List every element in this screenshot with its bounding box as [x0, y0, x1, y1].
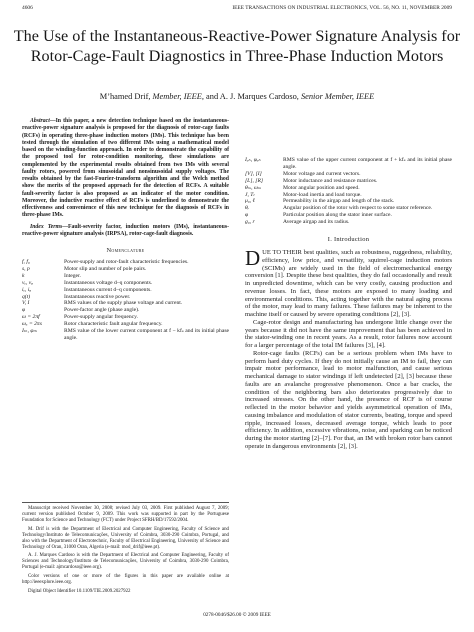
footnote-author-1: M. Drif is with the Department of Electrical and Computer Engineering, Faculty of Science and Technology/Instituto de Telecomunicações, University of Coimbra, 3030-290 Coimbra, Portugal, and also with the Department of Electrotechnic, Faculty of Electrical Engineering, University of Science and Technology of Oran, 31000 Oran, Algeria (e-mail: mod_drif@ieee.pt). — [22, 526, 229, 550]
intro-lead-words: UE TO THEIR — [262, 249, 302, 257]
index-terms — [22, 224, 229, 239]
intro-paragraph-2: Cage-rotor design and manufacturing has undergone little change over the years because it did not have the same improvement that has been achieved in the stator-winding one in recent years. As a result, rotor failures now account for a larger percentage of the total IM failures [3], [4]. — [245, 318, 452, 350]
nomenclature-table-continued — [245, 157, 452, 226]
nomenclature-row — [22, 328, 229, 342]
journal-name: IEEE TRANSACTIONS ON INDUSTRIAL ELECTRONICS, VOL. 56, NO. 11, NOVEMBER 2009 — [232, 5, 452, 11]
nom-symbol: ω = 2πf — [22, 314, 40, 321]
nom-description: Motor-load inertia and load torque. — [283, 191, 362, 198]
footnote-doi: Digital Object Identifier 10.1109/TIE.2009.2027922 — [28, 588, 131, 594]
left-column — [22, 118, 229, 342]
abstract-text: —In this paper, a new detection technique based on the instantaneous-reactive-power signature analysis is proposed for the diagnosis of rotor-cage faults (RCFs) in operating three-phase induction motors (IMs). This technique has been tested through the simulation of two different IMs using a mathematical model based on the winding-function approach. In order to demonstrate the capability of the proposed tool for rotor-condition monitoring, these simulations are complemented by the experimental results obtained from two IMs with several faulty rotors, powered from sinusoidal and nonsinusoidal supply voltages. The results obtained by the fast-Fourier-transform algorithm and the Welch method show the merits of the proposed approach for the detection of RCFs. A suitable fault-severity factor is also proposed as an indicator of the motor condition. Moreover, the inductive reactive effect of RCFs is underlined to demonstrate the effectiveness and convenience of this new technique for the diagnosis of RCFs in three-phase IMs. — [22, 118, 229, 219]
author-joiner: and — [206, 92, 219, 101]
nom-description: Motor voltage and current vectors. — [283, 170, 361, 177]
nom-symbol: q(t) — [22, 293, 31, 300]
author-1-name: M’hamed Drif, — [99, 92, 151, 101]
nom-symbol: μ₀, ℓ — [245, 198, 255, 205]
nom-symbol: f, f₀ — [22, 259, 30, 265]
author-2-role: Senior Member, IEEE — [300, 92, 375, 101]
nom-description: Instantaneous current d–q components. — [64, 286, 152, 293]
running-header — [22, 5, 452, 13]
nomenclature-row — [245, 178, 452, 185]
nom-symbol: vₑ, vᵩ — [22, 279, 33, 286]
intro-paragraph-3: Rotor-cage faults (RCFs) can be a serious problem when IMs have to perform hard duty cycles. If they do not initially cause an IM to fail, they can impair motor performance, lead to motor malfunction, and cause serious mechanical damage to stator windings if left undetected [2], [3] because these faults are an avalanche progressive phenomenon. Once a bar cracks, the condition of the neighboring bars also deteriorates progressively due to increased stresses. On the other hand, the presence of RCF is of course reflected in the motor behavior and yields asymmetrical operation of IMs, causing imbalance and modulation of stator currents, beating, torque and speed ripple, increased losses, decreased average torque, which leads to poor efficiency. In addition, excessive vibrations, noise, and sparking can be noticed during the motor starting [2]–[7]. For that, an IM with broken rotor bars cannot operate in dangerous environments [2], [3]. — [245, 349, 452, 450]
nomenclature-heading: Nomenclature — [106, 247, 145, 254]
nom-description: Permeability in the airgap and length of the stack. — [283, 198, 395, 205]
nomenclature-row — [22, 273, 229, 280]
copyright-footer: 0278-0046/$26.00 © 2009 IEEE — [203, 612, 271, 618]
author-1-role: Member, IEEE, — [152, 92, 204, 101]
nom-symbol: [V], [I] — [245, 170, 262, 177]
page-number: 4606 — [22, 5, 33, 11]
nom-description: RMS value of the upper current component at f + kfₛ and its initial phase angle. — [283, 157, 452, 170]
nom-description: RMS value of the lower current component at f − kfₛ and its initial phase angle. — [64, 328, 229, 341]
abstract — [22, 118, 229, 220]
nom-description: Motor inductance and resistance matrices. — [283, 177, 378, 184]
index-terms-label: Index Terms — [30, 223, 63, 230]
first-page-footnote — [22, 502, 229, 597]
paper-title: The Use of the Instantaneous-Reactive-Power Signature Analysis for Rotor-Cage-Fault Diagnostics in Three-Phase Induction Motors — [13, 27, 461, 65]
drop-cap: D — [245, 246, 261, 271]
nom-symbol: ωₓ = 2πs — [22, 321, 42, 328]
nom-description: Power-supply angular frequency. — [64, 314, 138, 321]
nom-description: Average airgap and its radius. — [283, 219, 350, 226]
nom-symbol: g₀, r — [245, 219, 255, 226]
nomenclature-row — [245, 185, 452, 192]
nom-description: Instantaneous reactive power. — [64, 293, 131, 300]
nom-description: Particular position along the stator inner surface. — [283, 212, 392, 219]
nom-description: Integer. — [64, 272, 81, 279]
nomenclature-row — [22, 280, 229, 287]
nom-symbol: θᵣ — [245, 205, 250, 212]
nom-description: Angular position of the rotor with respect to some stator reference. — [283, 205, 433, 212]
footnote-received: Manuscript received November 30, 2008; revised July 03, 2009. First published August 7, 2009; current version published October 9, 2009. This work was supported in part by the Portuguese Foundation for Science and Technology (FCT) under Project SFRH/BD/17592/2004. — [22, 506, 229, 524]
nomenclature-row — [245, 171, 452, 178]
nom-description: Power-supply and rotor-fault characteristic frequencies. — [64, 259, 189, 265]
nomenclature-continued — [245, 157, 452, 226]
nomenclature-table — [22, 259, 229, 342]
nom-symbol: [L], [R] — [245, 177, 264, 184]
abstract-label: Abstract — [30, 118, 50, 124]
introduction-heading: I. Introduction — [327, 236, 370, 244]
nom-description: Motor slip and number of pole pairs. — [64, 265, 147, 272]
author-2-name: A. J. Marques Cardoso, — [219, 92, 299, 101]
intro-paragraph-1-text: best qualities, such as robustness, ruggedness, reliability, efficiency, low price, and versatility, squirrel-cage induction motors (SCIMs) are widely used in the field of electromechanical energy conversion [1]. Despite these best qualities, they do fail occasionally and result in unpredicted downtime, which can be very costly, causing production and revenue losses. In fact, these motors are exposed to many loading and environmental conditions. This, acting together with the natural aging process of the motor, may lead to many failures. These failures may be inherent to the machine itself or caused by severe operating conditions [2], [3]. — [245, 249, 452, 319]
nomenclature-row — [22, 287, 229, 294]
index-terms-text: —Fault-severity factor, induction motors (IMs), instantaneous-reactive-power signature analysis (IRPSA), rotor-cage-fault diagnosis. — [22, 223, 229, 237]
author-line — [10, 92, 464, 101]
nomenclature-row — [245, 219, 452, 226]
nom-symbol: φ — [245, 212, 249, 219]
nom-description: Rotor characteristic fault angular frequency. — [64, 321, 163, 328]
nom-description: Motor angular position and speed. — [283, 184, 360, 191]
nom-symbol: V, I — [22, 300, 30, 307]
nomenclature-row — [22, 266, 229, 273]
nom-symbol: k — [22, 272, 25, 279]
nom-description: RMS values of the supply phase voltage and current. — [64, 300, 183, 307]
nom-symbol: s, p — [22, 265, 30, 272]
nom-symbol: Iₗₕ, φₗₕ — [22, 328, 38, 335]
nom-symbol: θₘ, ωₘ — [245, 184, 262, 191]
nom-symbol: J, Tₗ — [245, 191, 255, 198]
intro-paragraph-1 — [245, 246, 452, 319]
nom-symbol: φ — [22, 307, 26, 314]
nom-description: Power-factor angle (phase angle). — [64, 307, 140, 314]
nomenclature-row — [245, 157, 452, 171]
footnote-author-2: A. J. Marques Cardoso is with the Department of Electrical and Computer Engineering, Faculty of Sciences and Technology/Instituto de Telecomunicações, University of Coimbra, 3030-290 Coimbra, Portugal (e-mail: ajmcardoso@ieee.org). — [22, 553, 229, 571]
nom-description: Instantaneous voltage d–q components. — [64, 279, 153, 286]
nom-symbol: iₑ, iᵩ — [22, 286, 32, 293]
footnote-color-note: Color versions of one or more of the figures in this paper are available online at http://ieeexplore.ieee.org. — [22, 573, 229, 586]
right-column — [245, 157, 452, 451]
nom-symbol: Iᵤₕ, φᵤₕ — [245, 157, 261, 163]
nomenclature-row — [22, 259, 229, 266]
nomenclature-row — [245, 212, 452, 219]
